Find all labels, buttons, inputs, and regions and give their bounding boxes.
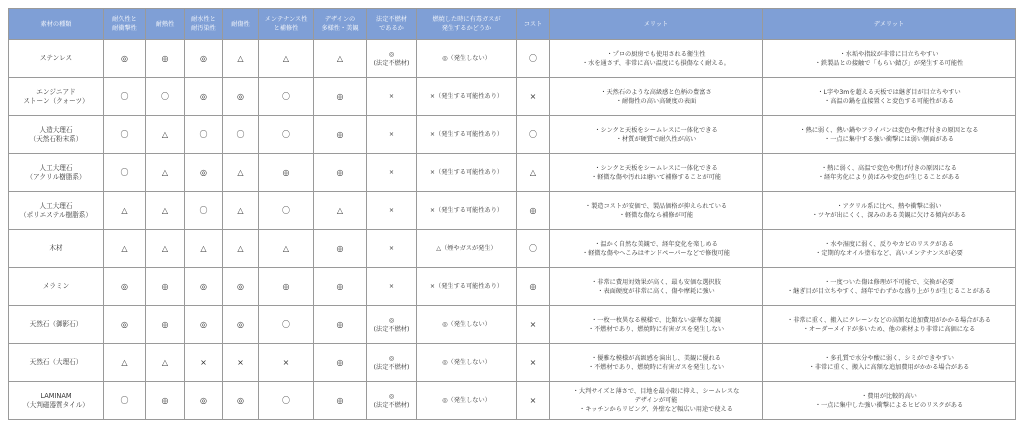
merits-cell-line: デザインが可能	[634, 397, 678, 404]
merits-cell-line: ・不燃材であり、燃焼時に有害ガスを発生しない	[587, 325, 725, 333]
fireproof-cell-line: ×	[388, 283, 395, 290]
header-heat-line: 耐熱性	[155, 20, 175, 28]
scratch-rating: ◎	[223, 78, 259, 116]
fireproof-cell-line: ◎	[388, 354, 395, 362]
table-row	[9, 154, 1016, 192]
material-name-cell	[9, 268, 104, 306]
scratch-rating: ◎	[223, 382, 259, 420]
demerits-cell-line: ・水や湿度に弱く、反りやカビのリスクがある	[824, 240, 954, 248]
merits-cell	[550, 116, 763, 154]
scratch-rating: ◎	[223, 306, 259, 344]
demerits-cell-line: ・一点に集中した強い衝撃によるヒビのリスクがある	[814, 401, 964, 409]
heat-rating: ◎	[146, 40, 185, 78]
toxic-gas-cell-line: ×（発生する可能性あり）	[429, 207, 504, 214]
header-design-line: 多様性・美観	[321, 25, 359, 32]
merits-cell-line: ・非常に費用対効果が高く、最も安価な選択肢	[591, 278, 721, 286]
material-name-cell	[9, 382, 104, 420]
design-rating: △	[314, 192, 367, 230]
merits-cell	[550, 344, 763, 382]
material-name-cell	[9, 344, 104, 382]
scratch-rating: ×	[223, 344, 259, 382]
durability-rating: ◎	[104, 40, 146, 78]
design-rating: ◎	[314, 344, 367, 382]
header-demerits-line: デメリット	[873, 20, 905, 28]
merits-cell-line: ・温かく自然な美観で、経年変化を楽しめる	[594, 240, 718, 248]
maintenance-rating: 〇	[259, 78, 314, 116]
header-scratch	[223, 9, 259, 40]
toxic-gas-cell	[417, 344, 517, 382]
table-row	[9, 230, 1016, 268]
demerits-cell-line: ・鉄製品との接触で「もらい錆び」が発生する可能性	[814, 59, 964, 67]
demerits-cell-line: ・一点に集中する強い衝撃には弱い側面がある	[824, 135, 954, 143]
merits-cell	[550, 78, 763, 116]
material-name-cell-line: 人工大理石	[39, 163, 73, 172]
fireproof-cell-line: ×	[388, 169, 395, 176]
fireproof-cell	[367, 40, 417, 78]
header-toxic-gas-line: 発生するかどうか	[441, 25, 492, 32]
demerits-cell-line: ・経年劣化により黄ばみや変色が生じることがある	[817, 173, 961, 181]
toxic-gas-cell-line: △（煙やガスが発生）	[436, 245, 497, 252]
design-rating: ◎	[314, 230, 367, 268]
fireproof-cell-line: ◎	[388, 50, 395, 58]
demerits-cell	[763, 382, 1016, 420]
design-rating: ◎	[314, 382, 367, 420]
durability-rating: ◎	[104, 268, 146, 306]
demerits-cell-line: ・多孔質で水分や酸に弱く、シミができやすい	[824, 354, 954, 362]
comparison-table	[8, 8, 1016, 420]
demerits-cell	[763, 306, 1016, 344]
demerits-cell-line: ・一度ついた傷は修理が不可能で、交換が必要	[824, 278, 954, 286]
merits-cell-line: ・材質が硬質で耐久性が高い	[615, 135, 697, 143]
water-rating: ×	[185, 344, 223, 382]
design-rating: ◎	[314, 78, 367, 116]
durability-rating: ◎	[104, 306, 146, 344]
demerits-cell	[763, 192, 1016, 230]
water-rating: ◎	[185, 40, 223, 78]
fireproof-cell	[367, 306, 417, 344]
material-name-cell-line: 人造大理石	[39, 125, 73, 134]
material-name-cell-line: ストーン（クォーツ）	[23, 96, 89, 105]
fireproof-cell	[367, 268, 417, 306]
toxic-gas-cell	[417, 116, 517, 154]
toxic-gas-cell	[417, 40, 517, 78]
material-name-cell	[9, 154, 104, 192]
scratch-rating: △	[223, 154, 259, 192]
cost-rating: ×	[517, 382, 550, 420]
material-name-cell-line: 天然石（御影石）	[29, 320, 83, 328]
header-maintenance-line: メンテナンス性	[264, 16, 308, 23]
water-rating: ◎	[185, 306, 223, 344]
table-row	[9, 382, 1016, 420]
demerits-cell-line: ・高温の鍋を直接置くと変色する可能性がある	[824, 97, 954, 105]
fireproof-cell-line: (法定不燃材)	[373, 325, 410, 333]
water-rating: 〇	[185, 192, 223, 230]
demerits-cell	[763, 116, 1016, 154]
water-rating: ◎	[185, 78, 223, 116]
merits-cell-line: ・シンクと天板をシームレスに一体化できる	[594, 126, 718, 134]
demerits-cell	[763, 78, 1016, 116]
durability-rating: 〇	[104, 78, 146, 116]
header-cost-line: コスト	[523, 20, 543, 28]
toxic-gas-cell	[417, 230, 517, 268]
merits-cell-line: ・一枚一枚異なる模様で、比類ない豪華な美観	[591, 316, 721, 324]
demerits-cell-line: ・熱に弱く、高温で変色や焦げ付きの原因になる	[821, 164, 957, 172]
fireproof-cell-line: ×	[388, 93, 395, 100]
water-rating: ◎	[185, 268, 223, 306]
header-design	[314, 9, 367, 40]
demerits-cell	[763, 154, 1016, 192]
scratch-rating: △	[223, 40, 259, 78]
toxic-gas-cell-line: ×（発生する可能性あり）	[429, 131, 504, 138]
toxic-gas-cell-line: ×（発生する可能性あり）	[429, 93, 504, 100]
fireproof-cell	[367, 230, 417, 268]
cost-rating: △	[517, 154, 550, 192]
cost-rating: ◎	[517, 192, 550, 230]
durability-rating: 〇	[104, 116, 146, 154]
header-fireproof	[367, 9, 417, 40]
header-merits-line: メリット	[643, 20, 669, 28]
scratch-rating: 〇	[223, 116, 259, 154]
cost-rating: 〇	[517, 40, 550, 78]
water-rating: ◎	[185, 382, 223, 420]
demerits-cell-line: ・非常に重く、搬入にクレーンなどの高額な追加費用がかかる場合がある	[787, 316, 991, 324]
maintenance-rating: 〇	[259, 116, 314, 154]
toxic-gas-cell-line: ◎（発生しない）	[442, 397, 491, 404]
merits-cell-line: ・製造コストが安価で、製品価格が抑えられている	[584, 202, 728, 210]
merits-cell	[550, 382, 763, 420]
scratch-rating: ◎	[223, 268, 259, 306]
demerits-cell	[763, 344, 1016, 382]
demerits-cell-line: ・継ぎ目が目立ちやすく、経年でわずかな盛り上がりが生じることがある	[786, 287, 992, 295]
toxic-gas-cell	[417, 268, 517, 306]
table-header	[9, 9, 1016, 40]
fireproof-cell-line: ◎	[388, 392, 395, 400]
cost-rating: ×	[517, 306, 550, 344]
maintenance-rating: 〇	[259, 382, 314, 420]
fireproof-cell	[367, 154, 417, 192]
header-water	[185, 9, 223, 40]
demerits-cell-line: ・熱に弱く、熱い鍋やフライパンは変色や焦げ付きの原因となる	[799, 126, 979, 134]
table-row	[9, 306, 1016, 344]
design-rating: ◎	[314, 268, 367, 306]
water-rating: △	[185, 230, 223, 268]
header-scratch-line: 耐傷性	[231, 20, 250, 28]
toxic-gas-cell	[417, 192, 517, 230]
merits-cell-line: ・天然石のような高級感と色柄の豊富さ	[600, 88, 712, 96]
design-rating: ◎	[314, 154, 367, 192]
demerits-cell-line: ・ツヤが出にくく、深みのある美観に欠ける傾向がある	[811, 211, 967, 219]
merits-cell	[550, 192, 763, 230]
material-name-cell-line: LAMINAM	[40, 391, 72, 400]
material-name-cell-line: （天然石粉末系）	[29, 134, 83, 143]
cost-rating: 〇	[517, 116, 550, 154]
fireproof-cell-line: (法定不燃材)	[373, 59, 410, 67]
merits-cell-line: ・軽微な傷や汚れは磨いて補修することが可能	[591, 173, 721, 181]
fireproof-cell	[367, 344, 417, 382]
fireproof-cell-line: ×	[388, 245, 395, 252]
cost-rating: ×	[517, 344, 550, 382]
merits-cell	[550, 268, 763, 306]
header-material	[9, 9, 104, 40]
table-row	[9, 40, 1016, 78]
fireproof-cell-line: ◎	[388, 316, 395, 324]
table-row	[9, 344, 1016, 382]
water-rating: 〇	[185, 116, 223, 154]
header-fireproof-line: 法定不燃材	[376, 16, 407, 23]
fireproof-cell-line: (法定不燃材)	[373, 401, 410, 409]
cost-rating: ◎	[517, 268, 550, 306]
durability-rating: △	[104, 192, 146, 230]
demerits-cell-line: ・費用が比較的高い	[861, 392, 917, 400]
header-heat	[146, 9, 185, 40]
header-cost	[517, 9, 550, 40]
design-rating: ◎	[314, 116, 367, 154]
merits-cell-line: ・キッチンからリビング、外壁など幅広い用途で使える	[579, 406, 733, 413]
material-name-cell	[9, 306, 104, 344]
heat-rating: △	[146, 344, 185, 382]
material-name-cell-line: 天然石（大理石）	[29, 358, 83, 366]
heat-rating: ◎	[146, 382, 185, 420]
maintenance-rating: ×	[259, 344, 314, 382]
durability-rating: △	[104, 230, 146, 268]
table-body	[9, 40, 1016, 420]
heat-rating: 〇	[146, 78, 185, 116]
header-water-line: 耐水性と	[191, 16, 216, 23]
maintenance-rating: ◎	[259, 268, 314, 306]
material-name-cell-line: エンジニアド	[36, 87, 76, 96]
header-durability-line: 耐衝撃性	[112, 25, 137, 32]
toxic-gas-cell-line: ◎（発生しない）	[442, 55, 491, 62]
material-name-cell	[9, 78, 104, 116]
durability-rating: △	[104, 344, 146, 382]
header-durability	[104, 9, 146, 40]
demerits-cell-line: ・オーダーメイドが多いため、他の素材より非常に高価になる	[802, 325, 976, 333]
water-rating: ◎	[185, 154, 223, 192]
material-name-cell-line: 木材	[49, 244, 63, 252]
material-name-cell-line: （ポリエステル樹脂系）	[20, 210, 92, 219]
header-toxic-gas	[417, 9, 517, 40]
material-name-cell-line: 人工大理石	[39, 201, 73, 210]
demerits-cell-line: ・L字や3mを超える天板では継ぎ目が目立ちやすい	[817, 88, 961, 96]
toxic-gas-cell-line: ×（発生する可能性あり）	[429, 169, 504, 176]
demerits-cell-line: ・水垢や指紋が非常に目立ちやすい	[839, 50, 939, 58]
heat-rating: △	[146, 116, 185, 154]
material-name-cell-line: メラミン	[42, 282, 70, 290]
heat-rating: ◎	[146, 268, 185, 306]
durability-rating: 〇	[104, 382, 146, 420]
demerits-cell-line: ・アクリル系に比べ、熱や衝撃に弱い	[836, 202, 942, 210]
merits-cell	[550, 40, 763, 78]
merits-cell-line: ・軽微な傷やへこみはサンドペーパーなどで修復可能	[582, 249, 730, 257]
heat-rating: ◎	[146, 306, 185, 344]
fireproof-cell	[367, 116, 417, 154]
durability-rating: 〇	[104, 154, 146, 192]
header-fireproof-line: であるか	[379, 25, 404, 32]
fireproof-cell	[367, 78, 417, 116]
toxic-gas-cell	[417, 154, 517, 192]
maintenance-rating: 〇	[259, 192, 314, 230]
toxic-gas-cell	[417, 306, 517, 344]
cost-rating: 〇	[517, 230, 550, 268]
toxic-gas-cell-line: ◎（発生しない）	[442, 359, 491, 366]
material-name-cell	[9, 40, 104, 78]
material-name-cell	[9, 116, 104, 154]
header-maintenance	[259, 9, 314, 40]
header-durability-line: 耐久性と	[112, 16, 137, 23]
scratch-rating: △	[223, 192, 259, 230]
heat-rating: △	[146, 230, 185, 268]
maintenance-rating: 〇	[259, 306, 314, 344]
merits-cell-line: ・水を通さず、非常に高い温度にも損傷なく耐える。	[581, 59, 730, 67]
merits-cell-line: ・シンクと天板をシームレスに一体化できる	[594, 164, 718, 172]
maintenance-rating: ◎	[259, 154, 314, 192]
fireproof-cell-line: ×	[388, 131, 395, 138]
merits-cell-line: ・優雅な模様が高級感を演出し、美観に優れる	[591, 354, 721, 362]
heat-rating: △	[146, 192, 185, 230]
toxic-gas-cell-line: ◎（発生しない）	[442, 321, 491, 328]
merits-cell	[550, 230, 763, 268]
toxic-gas-cell	[417, 78, 517, 116]
toxic-gas-cell	[417, 382, 517, 420]
heat-rating: △	[146, 154, 185, 192]
demerits-cell	[763, 40, 1016, 78]
material-name-cell	[9, 230, 104, 268]
scratch-rating: △	[223, 230, 259, 268]
demerits-cell-line: ・定期的なオイル塗布など、高いメンテナンスが必要	[815, 249, 963, 257]
material-name-cell-line: （アクリル樹脂系）	[26, 172, 86, 181]
maintenance-rating: △	[259, 230, 314, 268]
table-row	[9, 192, 1016, 230]
header-demerits	[763, 9, 1016, 40]
demerits-cell	[763, 268, 1016, 306]
header-material-line: 素材の種類	[40, 20, 72, 28]
merits-cell	[550, 306, 763, 344]
maintenance-rating: △	[259, 40, 314, 78]
merits-cell-line: ・プロの厨房でも使用される衛生性	[606, 50, 706, 58]
material-name-cell	[9, 192, 104, 230]
cost-rating: ×	[517, 78, 550, 116]
demerits-cell	[763, 230, 1016, 268]
demerits-cell-line: ・非常に重く、搬入に高額な追加費用がかかる場合がある	[808, 363, 970, 371]
header-design-line: デザインの	[324, 16, 356, 23]
header-toxic-gas-line: 燃焼した時に有毒ガスが	[432, 16, 501, 23]
header-water-line: 耐汚染性	[191, 25, 216, 32]
merits-cell-line: ・大判サイズと薄さで、目地を最小限に抑え、シームレスな	[572, 388, 740, 395]
header-merits	[550, 9, 763, 40]
fireproof-cell-line: (法定不燃材)	[373, 363, 410, 371]
design-rating: ◎	[314, 306, 367, 344]
merits-cell	[550, 154, 763, 192]
merits-cell-line: ・耐傷性の高い高硬度の表面	[615, 97, 697, 105]
table-row	[9, 116, 1016, 154]
merits-cell-line: ・表面硬度が非常に高く、傷や摩耗に強い	[597, 287, 715, 295]
design-rating: △	[314, 40, 367, 78]
fireproof-cell	[367, 382, 417, 420]
material-name-cell-line: ステンレス	[39, 54, 73, 62]
header-maintenance-line: と補修性	[273, 25, 299, 32]
header-row	[9, 9, 1016, 40]
fireproof-cell-line: ×	[388, 207, 395, 214]
table-row	[9, 78, 1016, 116]
merits-cell-line: ・軽微な傷なら補修が可能	[618, 211, 694, 219]
toxic-gas-cell-line: ×（発生する可能性あり）	[429, 283, 504, 290]
table-row	[9, 268, 1016, 306]
merits-cell-line: ・不燃材であり、燃焼時に有害ガスを発生しない	[587, 363, 725, 371]
material-name-cell-line: （大判磁器質タイル）	[23, 400, 89, 409]
fireproof-cell	[367, 192, 417, 230]
